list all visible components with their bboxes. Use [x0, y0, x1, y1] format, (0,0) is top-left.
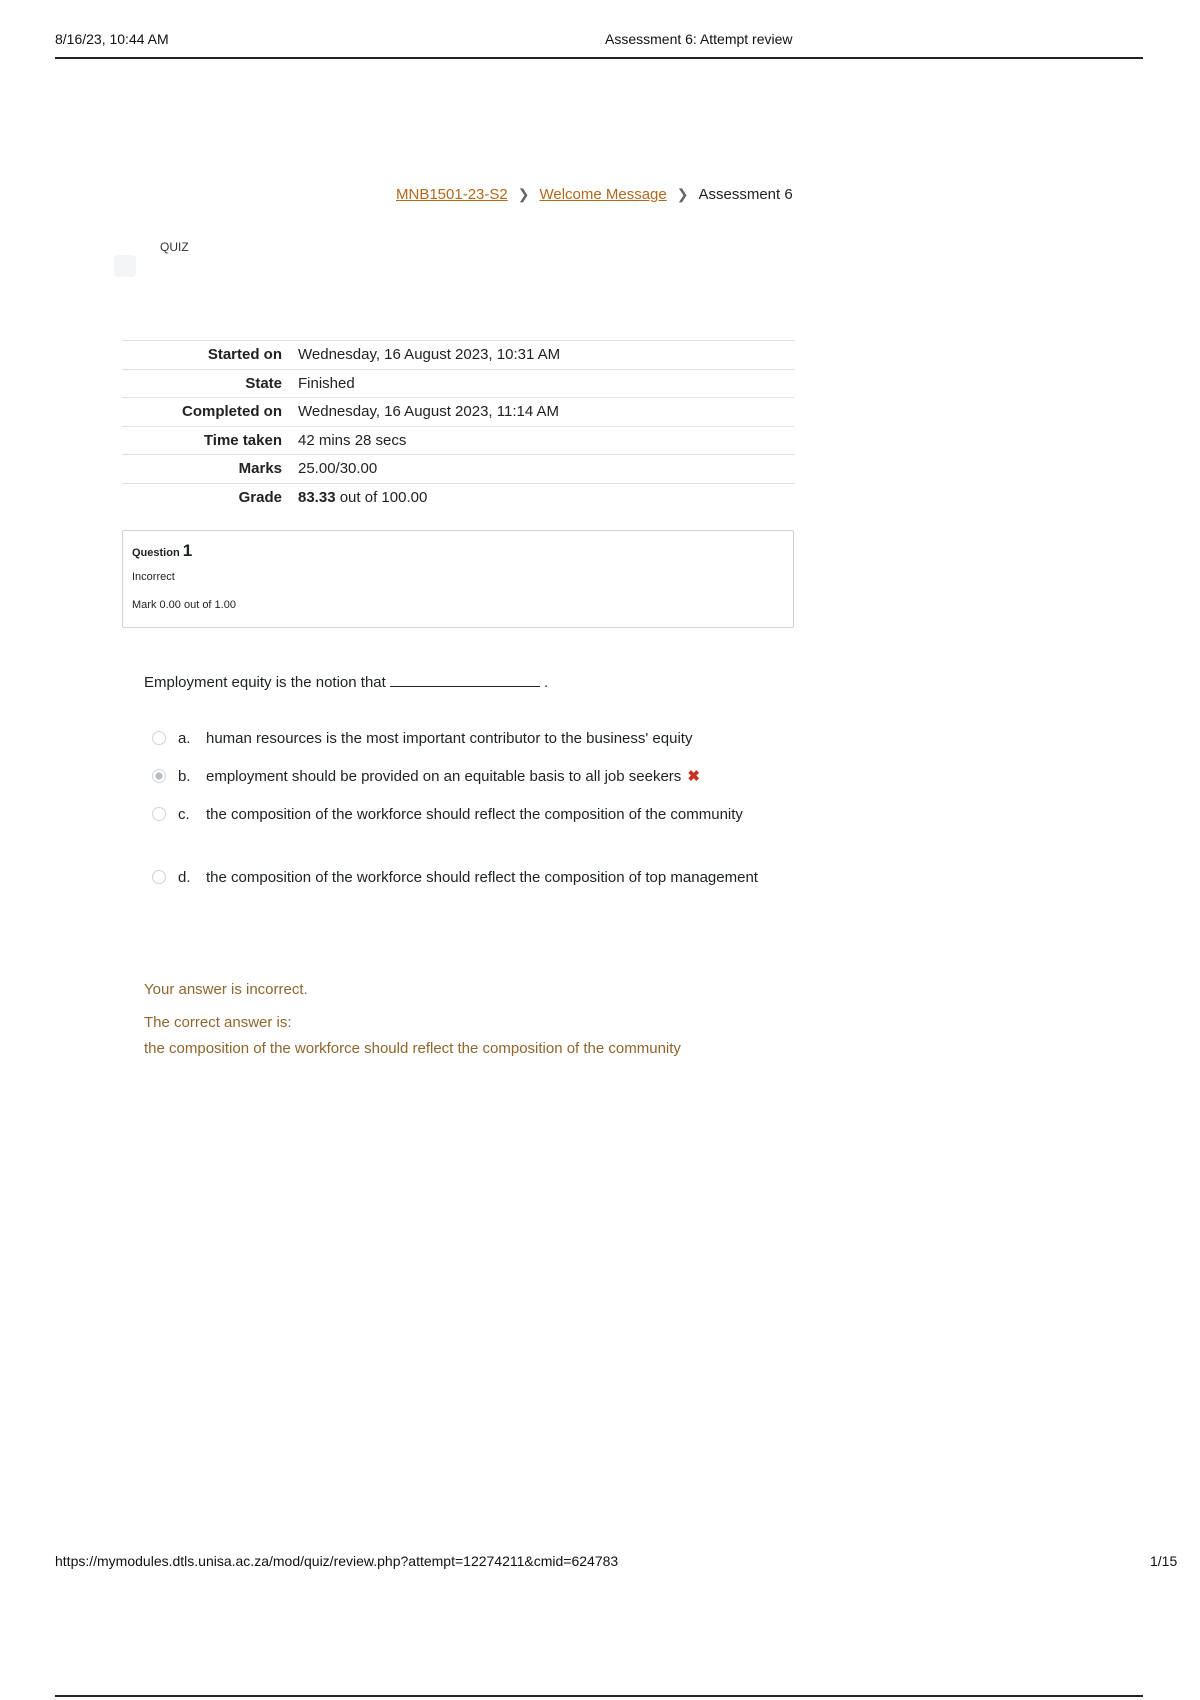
answer-text: the composition of the workforce should reflect the composition of top management: [206, 869, 758, 886]
breadcrumb: [396, 186, 793, 203]
summary-value: 25.00/30.00: [298, 460, 378, 478]
summary-row: [122, 341, 794, 370]
summary-value: Finished: [298, 374, 355, 392]
feedback-correct-label: The correct answer is:: [144, 1014, 292, 1031]
grade-label: Grade: [238, 489, 282, 506]
question-number: [132, 541, 192, 561]
answer-text-wrapper: [206, 764, 772, 789]
question-info-box: [122, 530, 794, 628]
answer-text: employment should be provided on an equitable basis to all job seekers: [206, 768, 682, 785]
summary-row-grade: [122, 483, 794, 512]
module-type-label: QUIZ: [160, 240, 189, 254]
answer-radio-b: [152, 769, 166, 783]
print-header: [55, 29, 1143, 59]
answer-letter: b.: [178, 768, 191, 785]
answer-radio-a: [152, 731, 166, 745]
answer-radio-d: [152, 870, 166, 884]
incorrect-x-icon: ✖: [687, 768, 700, 785]
summary-label: Started on: [207, 346, 282, 364]
answer-blank: [390, 686, 540, 687]
answer-option-c: [152, 802, 772, 827]
breadcrumb-current: Assessment 6: [698, 186, 793, 203]
summary-label: Marks: [238, 460, 282, 478]
answer-letter: a.: [178, 730, 191, 747]
answer-letter: d.: [178, 869, 191, 886]
quiz-icon: [114, 255, 136, 277]
answer-option-b: [152, 764, 772, 789]
summary-row: [122, 426, 794, 455]
footer-divider: [55, 1695, 1143, 1697]
summary-value: Wednesday, 16 August 2023, 11:14 AM: [298, 403, 560, 421]
print-page-number: 1/15: [1150, 1553, 1178, 1569]
summary-value: Wednesday, 16 August 2023, 10:31 AM: [298, 346, 561, 364]
answer-text: the composition of the workforce should reflect the composition of the community: [206, 806, 743, 823]
breadcrumb-section-link[interactable]: Welcome Message: [539, 186, 667, 203]
chevron-right-icon: ❯: [676, 186, 689, 202]
chevron-right-icon: ❯: [517, 186, 530, 202]
answer-radio-c: [152, 807, 166, 821]
answer-text: human resources is the most important contributor to the business' equity: [206, 730, 693, 747]
question-heading: Question: [132, 547, 180, 559]
print-footer-url: https://mymodules.dtls.unisa.ac.za/mod/quiz/review.php?attempt=12274211&cmid=624783: [55, 1553, 619, 1569]
print-document-title: Assessment 6: Attempt review: [605, 31, 793, 47]
grade-value: [298, 483, 794, 512]
summary-label: Completed on: [182, 403, 282, 421]
summary-value: 42 mins 28 secs: [298, 431, 407, 449]
grade-score: 83.33: [298, 489, 336, 506]
question-prompt: Employment equity is the notion that: [144, 674, 386, 691]
summary-row: [122, 455, 794, 484]
question-number-value: 1: [182, 541, 193, 560]
summary-label: State: [245, 374, 282, 392]
print-date: 8/16/23, 10:44 AM: [55, 31, 169, 47]
grade-suffix: out of 100.00: [339, 489, 428, 506]
summary-label: Time taken: [203, 431, 282, 449]
attempt-summary-table: [122, 340, 794, 512]
feedback-result: Your answer is incorrect.: [144, 981, 308, 998]
answer-option-a: [152, 726, 772, 751]
summary-row: [122, 398, 794, 427]
answer-option-d: [152, 865, 772, 890]
breadcrumb-course-link[interactable]: MNB1501-23-S2: [396, 186, 508, 203]
feedback-correct-answer: the composition of the workforce should reflect the composition of the community: [144, 1040, 681, 1057]
summary-row: [122, 369, 794, 398]
answer-letter: c.: [178, 806, 190, 823]
question-text: [144, 674, 548, 691]
question-mark: Mark 0.00 out of 1.00: [132, 599, 236, 611]
question-prompt-end: .: [543, 674, 549, 691]
question-state: Incorrect: [132, 571, 175, 583]
